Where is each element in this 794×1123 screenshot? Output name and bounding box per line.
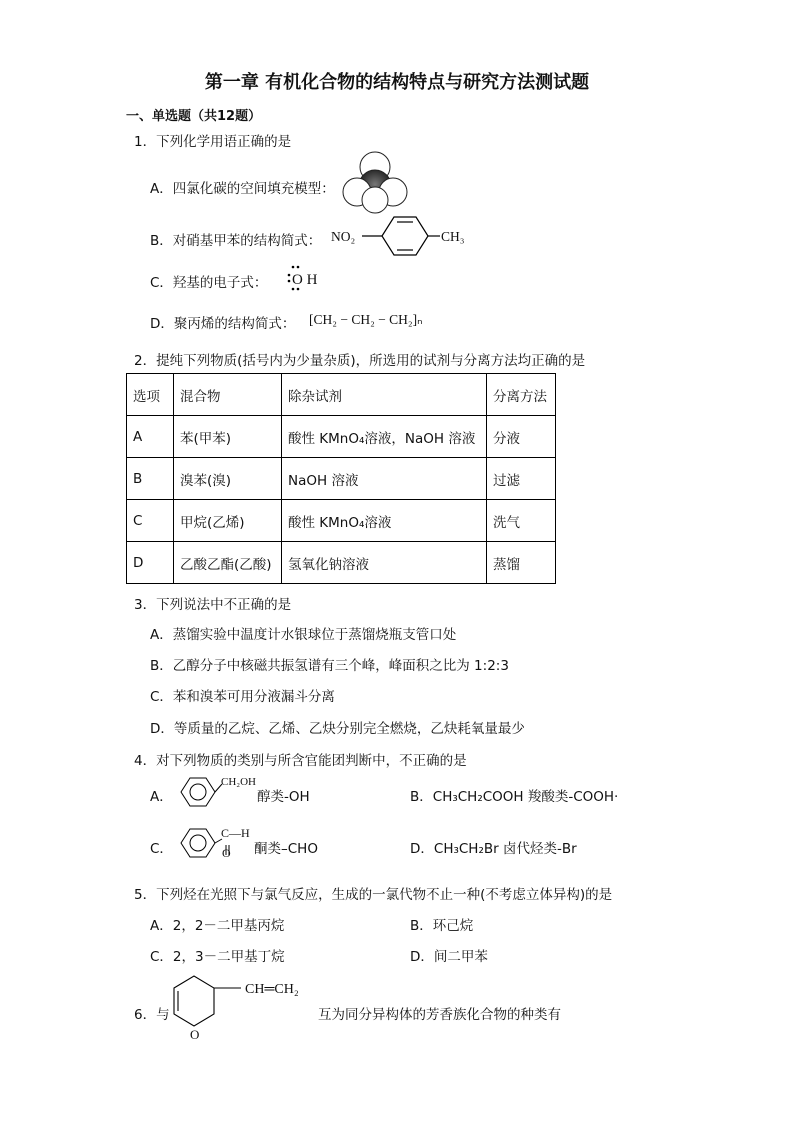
table-cell: D [127, 542, 174, 584]
table-cell: NaOH 溶液 [282, 458, 487, 500]
table-header: 除杂试剂 [282, 374, 487, 416]
q3-option-a: A．蒸馏实验中温度计水银球位于蒸馏烧瓶支管口处 [150, 627, 457, 643]
table-cell: B [127, 458, 174, 500]
q3-stem: 3．下列说法中不正确的是 [134, 597, 292, 613]
table-row [127, 416, 556, 458]
table-header: 分离方法 [487, 374, 556, 416]
q4-c-o: O [222, 846, 231, 860]
table-cell: 洗气 [487, 500, 556, 542]
table-cell: 分液 [487, 416, 556, 458]
page-title: 第一章 有机化合物的结构特点与研究方法测试题 [204, 72, 590, 93]
table-cell: C [127, 500, 174, 542]
q1-stem: 1．下列化学用语正确的是 [134, 134, 292, 150]
table-header: 选项 [127, 374, 174, 416]
q4-option-a-label: A． [150, 789, 173, 805]
table-row [127, 458, 556, 500]
table-cell: 苯(甲苯) [174, 416, 282, 458]
q2-stem: 2．提纯下列物质(括号内为少量杂质)，所选用的试剂与分离方法均正确的是 [134, 353, 586, 369]
q5-option-c: C．2，3－二甲基丁烷 [150, 949, 285, 965]
q1-c-formula: O H [292, 272, 318, 288]
table-cell: 溴苯(溴) [174, 458, 282, 500]
q4-a-text: 醇类-OH [257, 789, 310, 805]
q5-option-b: B．环己烷 [410, 918, 474, 934]
purification-table [126, 373, 556, 584]
q6-prefix: 6．与 [134, 1007, 170, 1023]
q1-option-a: A．四氯化碳的空间填充模型： [150, 181, 335, 197]
q1-option-c: C．羟基的电子式： [150, 275, 268, 291]
table-row [127, 542, 556, 584]
q3-option-d: D．等质量的乙烷、乙烯、乙炔分别完全燃烧，乙炔耗氧量最少 [150, 721, 525, 737]
q1-d-formula: [CH₂ − CH₂ − CH₂]ₙ [309, 312, 423, 327]
q5-option-a: A．2，2－二甲基丙烷 [150, 918, 285, 934]
benzene-ring-icon [362, 211, 442, 263]
q1-b-ch3: CH₃ [441, 229, 465, 244]
q5-stem: 5．下列烃在光照下与氯气反应，生成的一氯代物不止一种(不考虑立体异构)的是 [134, 887, 613, 903]
section-heading: 一、单选题（共12题） [126, 109, 262, 124]
table-cell: 氢氧化钠溶液 [282, 542, 487, 584]
table-cell: 乙酸乙酯(乙酸) [174, 542, 282, 584]
table-cell: 蒸馏 [487, 542, 556, 584]
q4-option-c-label: C． [150, 841, 173, 857]
q4-a-group: CH₂OH [221, 776, 257, 788]
table-header-row [127, 374, 556, 416]
q3-option-c: C．苯和溴苯可用分液漏斗分离 [150, 689, 335, 705]
q4-option-b: B．CH₃CH₂COOH 羧酸类-COOH· [410, 789, 619, 805]
table-cell: 酸性 KMnO₄溶液 [282, 500, 487, 542]
q4-c-group: C—H [221, 826, 250, 840]
table-cell: A [127, 416, 174, 458]
q3-option-b: B．乙醇分子中核磁共振氢谱有三个峰，峰面积之比为 1:2:3 [150, 658, 509, 674]
q1-b-no2: NO₂ [331, 229, 356, 244]
table-cell: 过滤 [487, 458, 556, 500]
pyran-ring-structure-icon [168, 970, 248, 1038]
q6-oxygen-label: O [190, 1027, 200, 1042]
table-header: 混合物 [174, 374, 282, 416]
q4-option-d: D．CH₃CH₂Br 卤代烃类-Br [410, 841, 577, 857]
q4-c-text: 酮类–CHO [254, 841, 318, 857]
q6-suffix: 互为同分异构体的芳香族化合物的种类有 [318, 1007, 561, 1023]
table-cell: 酸性 KMnO₄溶液，NaOH 溶液 [282, 416, 487, 458]
q5-option-d: D．间二甲苯 [410, 949, 488, 965]
q6-vinyl-group: CH═CH₂ [245, 982, 299, 997]
ccl4-space-filling-model-icon [340, 150, 410, 216]
table-cell: 甲烷(乙烯) [174, 500, 282, 542]
table-row [127, 500, 556, 542]
q1-option-b: B．对硝基甲苯的结构简式： [150, 233, 322, 249]
q1-option-d: D．聚丙烯的结构简式： [150, 316, 296, 332]
q4-stem: 4．对下列物质的类别与所含官能团判断中，不正确的是 [134, 753, 467, 769]
